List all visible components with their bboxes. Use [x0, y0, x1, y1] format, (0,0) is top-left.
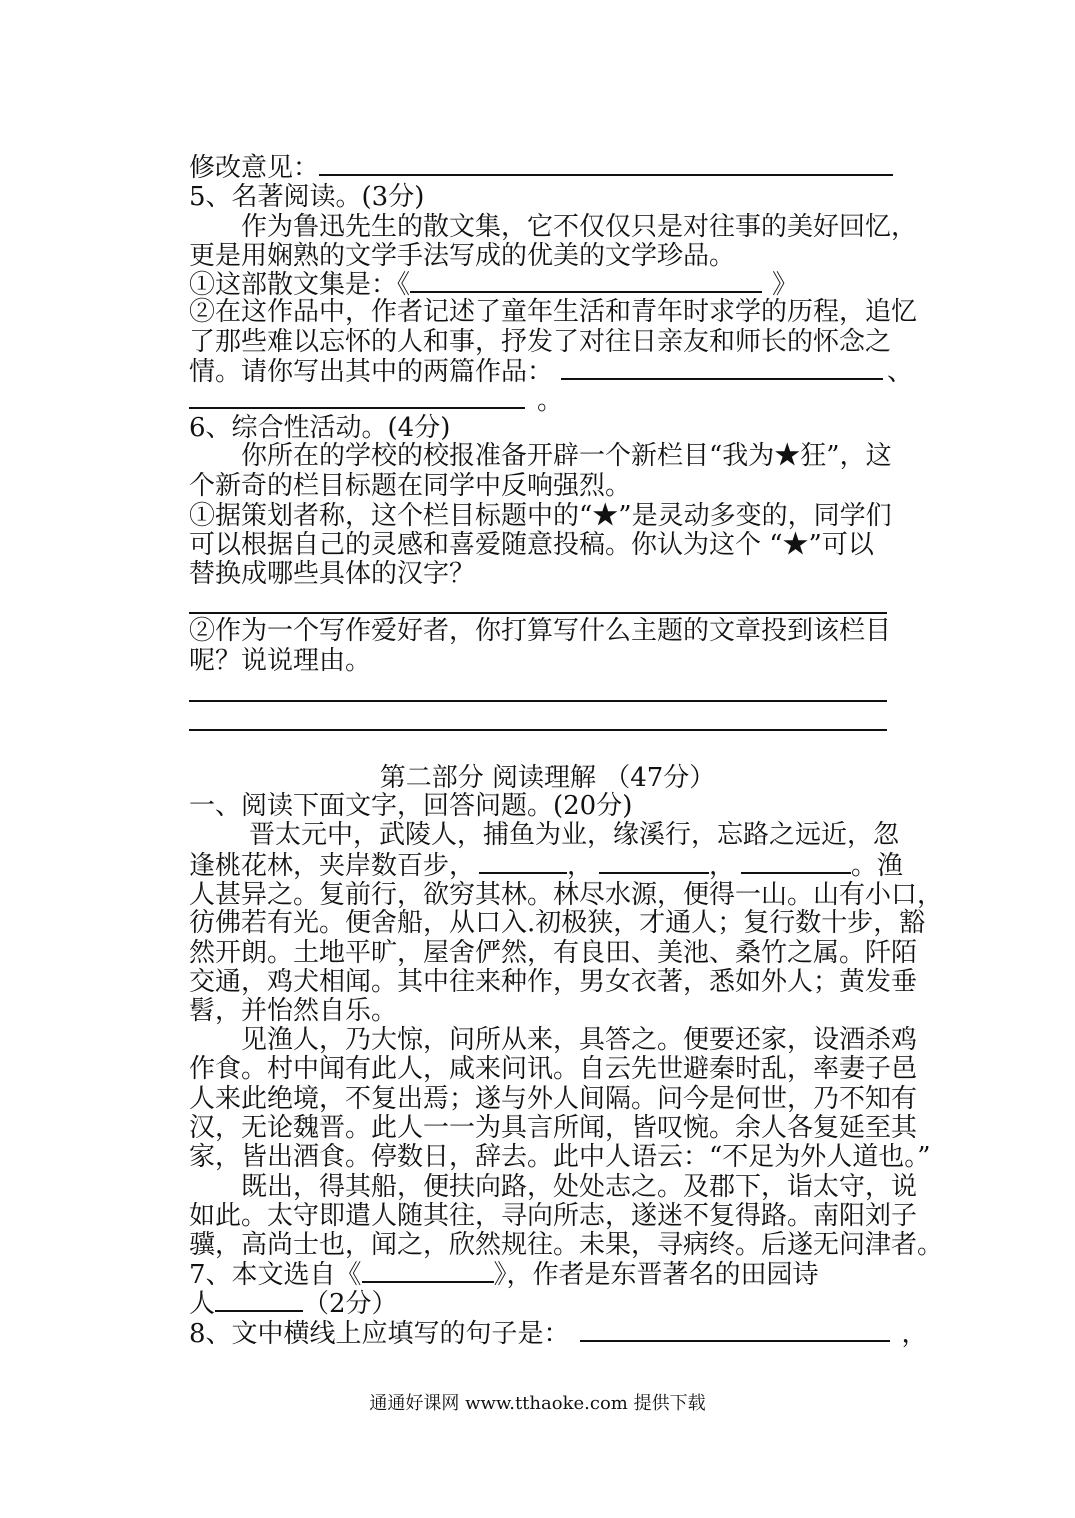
q5-title: 5、名著阅读。(3分)	[189, 182, 425, 212]
q6-sub1-line: 替换成哪些具体的汉字？	[189, 559, 476, 589]
q5-sub2-line	[189, 356, 913, 387]
q8-prefix: 8、文中横线上应填写的句子是：	[189, 1319, 570, 1349]
passage-sep: ，	[567, 851, 594, 881]
q7-text: 人	[189, 1289, 216, 1319]
revise-line	[189, 152, 893, 183]
part2-heading: 第二部分 阅读理解 （47分）	[379, 763, 716, 793]
revise-answer-blank[interactable]	[319, 152, 893, 176]
q6-sub2-line: 呢？说说理由。	[189, 646, 372, 676]
q7-score: （2分）	[303, 1289, 398, 1319]
passage-line: 交通，鸡犬相闻。其中往来种作，男女衣著，悉如外人；黄发垂	[189, 967, 918, 997]
q5-sub1-suffix: 》	[772, 270, 799, 300]
passage-line: 人来此绝境，不复出焉；遂与外人间隔。问今是何世，乃不知有	[189, 1084, 918, 1114]
passage-line: 见渔人，乃大惊，问所从来，具答之。便要还家，设酒杀鸡	[241, 1025, 918, 1055]
passage-line	[189, 850, 903, 881]
passage-text: 。渔	[851, 851, 904, 881]
q5-sub1	[189, 269, 798, 300]
q6-sub2-answer-line[interactable]	[189, 700, 887, 702]
q6-intro-line: 个新奇的栏目标题在同学中反响强烈。	[189, 471, 632, 501]
q7-text: 》，作者是东晋著名的田园诗	[493, 1260, 819, 1290]
q5-sub2-line: 了那些难以忘怀的人和事，抒发了对往日亲友和师长的怀念之	[189, 327, 892, 357]
passage-sep: ，	[709, 851, 736, 881]
passage-text: 逢桃花林，夹岸数百步，	[189, 851, 476, 881]
q8-answer-blank[interactable]	[580, 1318, 890, 1342]
revise-label: 修改意见：	[189, 153, 320, 183]
q5-sub2-line	[189, 385, 563, 416]
q7-line	[189, 1288, 398, 1319]
passage-line: 家，皆出酒食。停数日，辞去。此中人语云：“不足为外人道也。”	[189, 1142, 931, 1172]
q8-line	[189, 1318, 928, 1349]
q6-title: 6、综合性活动。(4分)	[189, 413, 451, 443]
passage-line: 晋太元中，武陵人，捕鱼为业，缘溪行，忘路之远近，忽	[249, 820, 900, 850]
passage-line: 然开朗。土地平旷，屋舍俨然，有良田、美池、桑竹之属。阡陌	[189, 938, 918, 968]
q7-author-blank[interactable]	[215, 1288, 303, 1312]
passage-line: 髫，并怡然自乐。	[189, 996, 398, 1026]
passage-blank-2[interactable]	[599, 850, 709, 874]
q7-book-blank[interactable]	[362, 1259, 494, 1283]
q5-sub2-line: ②在这作品中，作者记述了童年生活和青年时求学的历程，追忆	[189, 297, 918, 327]
passage-line: 如此。太守即遣人随其往，寻向所志，遂迷不复得路。南阳刘子	[189, 1201, 918, 1231]
section1-title: 一、阅读下面文字，回答问题。(20分)	[189, 791, 633, 821]
passage-line: 骥，高尚士也，闻之，欣然规往。未果，寻病终。后遂无问津者。	[189, 1230, 944, 1260]
q6-sub2-line: ②作为一个写作爱好者，你打算写什么主题的文章投到该栏目	[189, 616, 892, 646]
q5-intro-line: 作为鲁迅先生的散文集，它不仅仅只是对往事的美好回忆，	[241, 212, 918, 242]
q5-intro-line: 更是用娴熟的文学手法写成的优美的文学珍品。	[189, 241, 736, 271]
q8-sep: ，	[901, 1319, 928, 1349]
passage-line: 既出，得其船，便扶向路，处处志之。及郡下，诣太守，说	[241, 1172, 918, 1202]
q5-sub2-answer-blank-2[interactable]	[189, 385, 525, 409]
q7-line	[189, 1259, 819, 1290]
q6-sub1-answer-line[interactable]	[189, 612, 887, 614]
q7-prefix: 7、本文选自《	[189, 1260, 362, 1290]
q6-sub1-line: ①据策划者称，这个栏目标题中的“★”是灵动多变的，同学们	[189, 501, 892, 531]
passage-blank-1[interactable]	[479, 850, 567, 874]
passage-line: 彷佛若有光。便舍船，从口入.初极狭，才通人；复行数十步，豁	[189, 908, 926, 938]
passage-line: 人甚异之。复前行，欲穷其林。林尽水源，便得一山。山有小口，	[189, 880, 944, 910]
q5-sub2-sep: 、	[887, 357, 914, 387]
q5-sub2-prompt: 情。请你写出其中的两篇作品：	[189, 357, 554, 387]
q5-sub2-end: 。	[537, 386, 564, 416]
q5-sub2-answer-blank-1[interactable]	[561, 356, 883, 380]
footer-source: 通通好课网 www.tthaoke.com 提供下载	[369, 1393, 706, 1414]
passage-line: 汉，无论魏晋。此人一一为具言所闻，皆叹惋。余人各复延至其	[189, 1113, 918, 1143]
q6-intro-line: 你所在的学校的校报准备开辟一个新栏目“我为★狂”，这	[241, 441, 892, 471]
q6-sub2-answer-line[interactable]	[189, 729, 887, 731]
passage-line: 作食。村中闻有此人，咸来问讯。自云先世避秦时乱，率妻子邑	[189, 1054, 918, 1084]
q5-sub1-prefix: ①这部散文集是：《	[189, 270, 411, 300]
q5-sub1-answer-blank[interactable]	[410, 269, 762, 293]
passage-blank-3[interactable]	[741, 850, 851, 874]
q6-sub1-line: 可以根据自己的灵感和喜爱随意投稿。你认为这个 “★”可以	[189, 530, 874, 560]
